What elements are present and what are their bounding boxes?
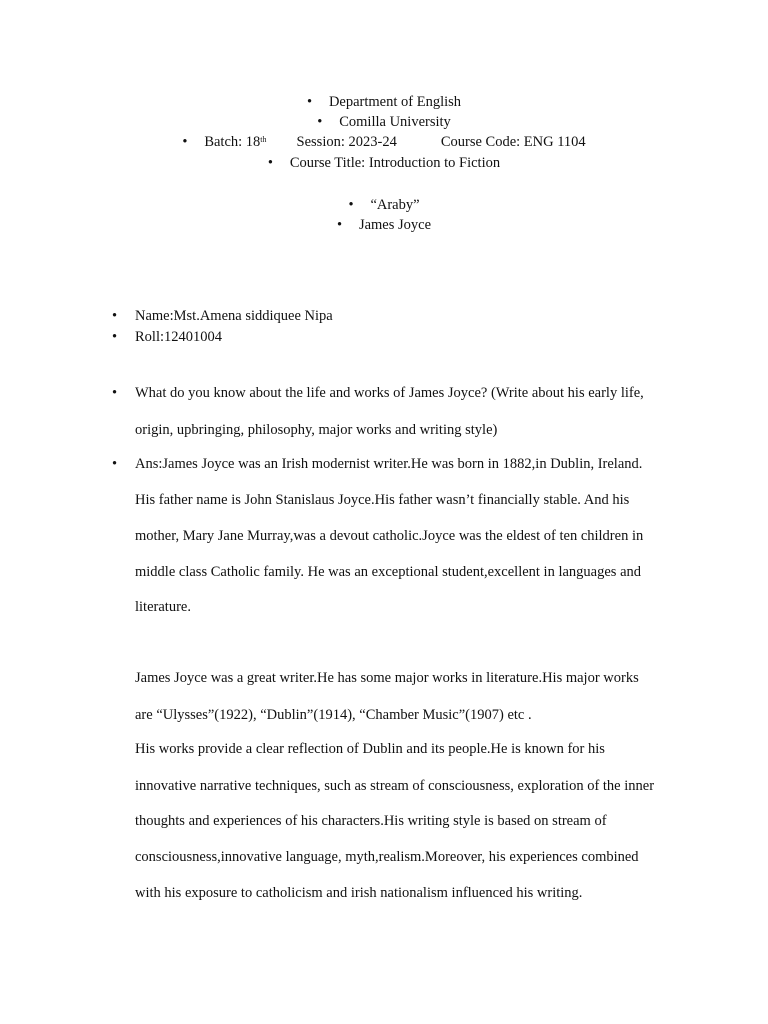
bullet-icon: • — [112, 456, 118, 472]
bullet-icon: • — [182, 134, 188, 150]
answer-line: middle class Catholic family. He was an exceptional student,excellent in languages and — [135, 564, 641, 580]
bullet-icon: • — [348, 197, 354, 213]
question-line: origin, upbringing, philosophy, major works and writing style) — [135, 422, 498, 438]
bullet-icon: • — [317, 114, 323, 130]
answer-line: His father name is John Stanislaus Joyce.His father wasn’t financially stable. And his — [135, 492, 630, 508]
header-course-title: • Course Title: Introduction to Fiction — [267, 155, 501, 171]
course-code: Course Code: ENG 1104 — [440, 134, 586, 150]
header-university: • Comilla University — [317, 114, 451, 130]
answer-line: with his exposure to catholicism and irish nationalism influenced his writing. — [135, 885, 583, 901]
answer-line: mother, Mary Jane Murray,was a devout catholic.Joyce was the eldest of ten children in — [135, 528, 644, 544]
bullet-icon: • — [267, 155, 273, 171]
answer-line: His works provide a clear reflection of Dublin and its people.He is known for his — [135, 741, 605, 757]
answer-line: literature. — [135, 599, 191, 615]
session-label: Session: 2023-24 — [296, 134, 397, 150]
answer-line: James Joyce was a great writer.He has some major works in literature.His major works — [135, 670, 639, 686]
answer-line: are “Ulysses”(1922), “Dublin”(1914), “Chamber Music”(1907) etc . — [135, 707, 532, 723]
bullet-icon: • — [112, 308, 118, 324]
student-roll: Roll:12401004 — [135, 329, 223, 345]
bullet-icon: • — [306, 94, 313, 110]
bullet-icon: • — [112, 329, 118, 345]
answer-line: Ans:James Joyce was an Irish modernist writer.He was born in 1882,in Dublin, Ireland. — [135, 456, 643, 472]
student-name: Name:Mst.Amena siddiquee Nipa — [135, 308, 333, 324]
header-batch-session-course — [0, 132, 768, 152]
batch-label: Batch: 18th — [204, 134, 267, 150]
author-name: • James Joyce — [336, 217, 432, 233]
answer-line: innovative narrative techniques, such as stream of consciousness, exploration of the inner — [135, 778, 655, 794]
bullet-icon: • — [112, 385, 118, 401]
question-line: What do you know about the life and works of James Joyce? (Write about his early life, — [135, 385, 644, 401]
answer-line: thoughts and experiences of his characters.His writing style is based on stream of — [135, 813, 607, 829]
story-title: • “Araby” — [348, 197, 420, 213]
header-department: • Department of English — [306, 94, 462, 110]
bullet-icon: • — [336, 217, 343, 233]
answer-line: consciousness,innovative language, myth,realism.Moreover, his experiences combined — [135, 849, 639, 865]
